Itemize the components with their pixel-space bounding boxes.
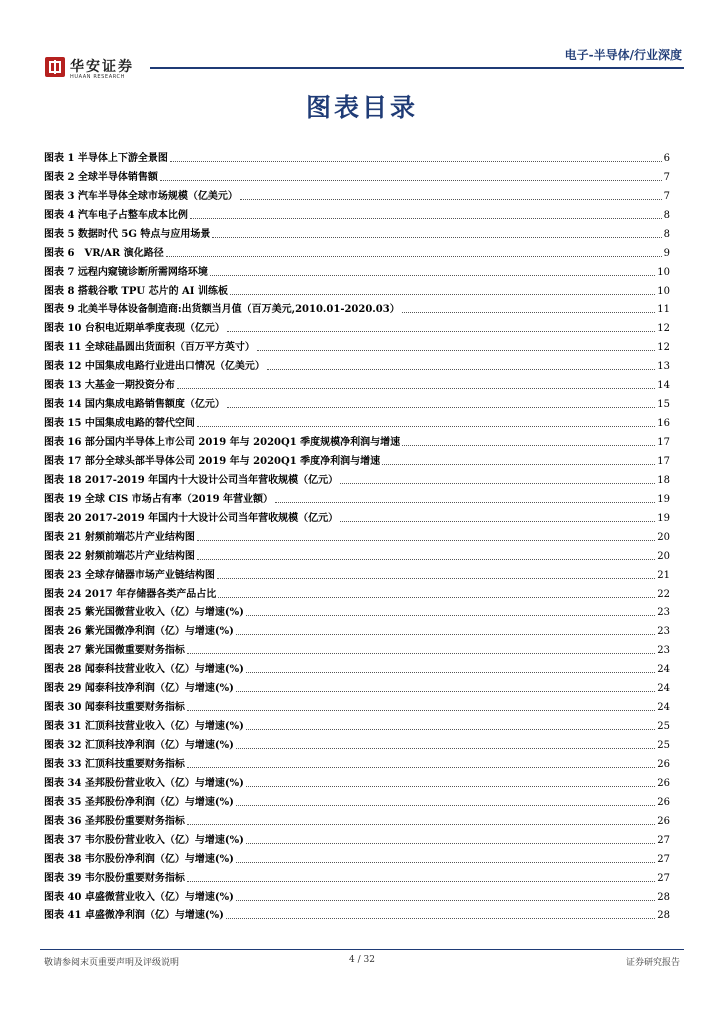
toc-entry-page: 15 xyxy=(657,399,670,411)
toc-entry-label: 图表 5 数据时代 5G 特点与应用场景 xyxy=(44,228,211,240)
toc-leader-dots xyxy=(236,862,655,863)
toc-entry-page: 7 xyxy=(663,171,670,183)
toc-leader-dots xyxy=(197,426,655,427)
toc-entry-label: 图表 14 国内集成电路销售额度（亿元） xyxy=(44,399,225,411)
toc-leader-dots xyxy=(187,881,655,882)
toc-leader-dots xyxy=(382,464,655,465)
toc-leader-dots xyxy=(218,597,655,598)
toc-entry-page: 23 xyxy=(657,645,670,657)
toc-entry-page: 24 xyxy=(657,683,670,695)
toc-entry-label: 图表 26 紫光国微净利润（亿）与增速(%) xyxy=(44,626,234,638)
toc-entry-label: 图表 27 紫光国微重要财务指标 xyxy=(44,645,185,657)
toc-entry[interactable] xyxy=(44,866,670,885)
toc-leader-dots xyxy=(187,653,655,654)
toc-entry-page: 27 xyxy=(657,834,670,846)
toc-entry-label: 图表 23 全球存储器市场产业链结构图 xyxy=(44,569,215,581)
toc-entry-label: 图表 36 圣邦股份重要财务指标 xyxy=(44,815,185,827)
toc-entry-page: 8 xyxy=(663,228,670,240)
toc-leader-dots xyxy=(236,691,655,692)
toc-entry-label: 图表 7 远程内窥镜诊断所需网络环境 xyxy=(44,266,208,278)
toc-entry[interactable] xyxy=(44,468,670,487)
figure-toc xyxy=(44,146,670,922)
toc-entry-label: 图表 40 卓盛微营业收入（亿）与增速(%) xyxy=(44,891,234,903)
toc-leader-dots xyxy=(230,294,655,295)
toc-entry-label: 图表 28 闻泰科技营业收入（亿）与增速(%) xyxy=(44,664,244,676)
toc-leader-dots xyxy=(217,578,655,579)
toc-entry-page: 10 xyxy=(657,285,670,297)
logo-icon xyxy=(45,57,65,77)
toc-leader-dots xyxy=(246,672,655,673)
toc-entry-label: 图表 18 2017-2019 年国内十大设计公司当年营收规模（亿元） xyxy=(44,474,339,486)
toc-entry[interactable] xyxy=(44,430,670,449)
toc-entry[interactable] xyxy=(44,411,670,430)
toc-leader-dots xyxy=(246,786,655,787)
toc-entry-label: 图表 33 汇顶科技重要财务指标 xyxy=(44,758,185,770)
toc-entry-page: 8 xyxy=(663,209,670,221)
toc-entry-label: 图表 10 台积电近期单季度表现（亿元） xyxy=(44,323,225,335)
toc-entry[interactable] xyxy=(44,279,670,298)
toc-entry-page: 17 xyxy=(657,437,670,448)
toc-entry-label: 图表 16 部分国内半导体上市公司 2019 年与 2020Q1 季度规模净利润与增速 xyxy=(44,437,401,448)
footer-divider xyxy=(40,949,684,950)
toc-entry[interactable] xyxy=(44,676,670,695)
toc-entry-page: 6 xyxy=(663,152,670,164)
toc-leader-dots xyxy=(267,369,655,370)
toc-entry-label: 图表 39 韦尔股份重要财务指标 xyxy=(44,872,185,884)
page-title: 图表目录 xyxy=(305,93,418,122)
toc-leader-dots xyxy=(187,767,655,768)
toc-entry-page: 26 xyxy=(657,777,670,789)
toc-entry[interactable] xyxy=(44,222,670,241)
toc-entry-page: 18 xyxy=(657,474,670,486)
toc-leader-dots xyxy=(212,237,661,238)
toc-entry-page: 19 xyxy=(657,493,670,505)
toc-entry-page: 22 xyxy=(657,588,670,600)
toc-entry[interactable] xyxy=(44,714,670,733)
toc-entry-page: 24 xyxy=(657,664,670,676)
toc-entry-label: 图表 17 部分全球头部半导体公司 2019 年与 2020Q1 季度净利润与增速 xyxy=(44,455,381,467)
toc-entry-page: 27 xyxy=(657,853,670,865)
toc-entry[interactable] xyxy=(44,544,670,563)
toc-entry[interactable] xyxy=(44,487,670,506)
toc-entry-label: 图表 4 汽车电子占整车成本比例 xyxy=(44,209,188,221)
toc-entry[interactable] xyxy=(44,582,670,601)
footer-disclaimer: 敬请参阅末页重要声明及评级说明 xyxy=(44,958,180,968)
toc-leader-dots xyxy=(246,729,655,730)
toc-entry[interactable] xyxy=(44,525,670,544)
toc-entry[interactable] xyxy=(44,771,670,790)
toc-entry-label: 图表 8 搭载谷歌 TPU 芯片的 AI 训练板 xyxy=(44,285,228,297)
toc-entry-page: 17 xyxy=(657,455,670,467)
toc-entry[interactable] xyxy=(44,885,670,904)
toc-leader-dots xyxy=(402,312,656,313)
toc-leader-dots xyxy=(187,710,655,711)
toc-entry[interactable] xyxy=(44,146,670,165)
page-header xyxy=(40,40,684,84)
toc-entry-label: 图表 34 圣邦股份营业收入（亿）与增速(%) xyxy=(44,777,244,789)
toc-entry-page: 26 xyxy=(657,758,670,770)
toc-entry-label: 图表 24 2017 年存储器各类产品占比 xyxy=(44,588,217,600)
toc-leader-dots xyxy=(166,256,662,257)
toc-entry[interactable] xyxy=(44,506,670,525)
logo-subtext: HUAAN RESEARCH xyxy=(70,74,125,80)
toc-leader-dots xyxy=(197,540,655,541)
toc-entry-page: 27 xyxy=(657,872,670,884)
toc-entry-page: 10 xyxy=(657,266,670,278)
toc-entry[interactable] xyxy=(44,354,670,373)
toc-leader-dots xyxy=(246,843,655,844)
toc-entry-page: 13 xyxy=(657,361,670,373)
toc-entry-label: 图表 30 闻泰科技重要财务指标 xyxy=(44,702,185,714)
toc-entry-label: 图表 13 大基金一期投资分布 xyxy=(44,380,175,392)
logo-text: 华安证券 xyxy=(70,59,134,75)
toc-entry-page: 14 xyxy=(657,380,670,392)
toc-entry[interactable] xyxy=(44,847,670,866)
header-divider xyxy=(150,67,684,69)
toc-entry-page: 23 xyxy=(657,626,670,638)
toc-leader-dots xyxy=(210,275,655,276)
toc-leader-dots xyxy=(246,615,655,616)
toc-leader-dots xyxy=(340,521,655,522)
toc-entry-label: 图表 9 北美半导体设备制造商:出货额当月值（百万美元,2010.01-2020.03） xyxy=(44,304,400,316)
toc-leader-dots xyxy=(160,180,662,181)
toc-entry-page: 25 xyxy=(657,740,670,751)
toc-entry-page: 28 xyxy=(657,891,670,903)
toc-entry[interactable] xyxy=(44,260,670,279)
toc-entry-page: 7 xyxy=(663,190,670,202)
toc-leader-dots xyxy=(227,407,655,408)
page-number: 4 / 32 xyxy=(349,955,375,965)
toc-entry-label: 图表 2 全球半导体销售额 xyxy=(44,171,158,183)
toc-entry[interactable] xyxy=(44,657,670,676)
toc-entry-page: 26 xyxy=(657,796,670,808)
toc-leader-dots xyxy=(236,900,655,901)
toc-leader-dots xyxy=(226,918,655,919)
toc-entry[interactable] xyxy=(44,828,670,847)
toc-entry-label: 图表 35 圣邦股份净利润（亿）与增速(%) xyxy=(44,796,234,808)
toc-leader-dots xyxy=(170,161,662,162)
toc-entry-label: 图表 6 VR/AR 演化路径 xyxy=(44,247,164,259)
toc-leader-dots xyxy=(340,483,655,484)
toc-entry-label: 图表 19 全球 CIS 市场占有率（2019 年营业额） xyxy=(44,493,274,505)
toc-entry-page: 20 xyxy=(657,550,670,562)
toc-entry[interactable] xyxy=(44,752,670,771)
toc-entry-label: 图表 37 韦尔股份营业收入（亿）与增速(%) xyxy=(44,834,244,846)
toc-leader-dots xyxy=(240,199,662,200)
toc-entry-label: 图表 12 中国集成电路行业进出口情况（亿美元） xyxy=(44,361,265,373)
toc-entry[interactable] xyxy=(44,638,670,657)
toc-entry-page: 24 xyxy=(657,702,670,714)
toc-entry[interactable] xyxy=(44,241,670,260)
toc-leader-dots xyxy=(236,748,655,749)
toc-leader-dots xyxy=(227,331,655,332)
toc-entry-page: 12 xyxy=(657,342,670,354)
toc-entry[interactable] xyxy=(44,165,670,184)
toc-entry[interactable] xyxy=(44,335,670,354)
toc-entry-label: 图表 11 全球硅晶圆出货面积（百万平方英寸） xyxy=(44,342,255,354)
toc-entry-label: 图表 32 汇顶科技净利润（亿）与增速(%) xyxy=(44,740,234,751)
toc-leader-dots xyxy=(402,445,655,446)
toc-leader-dots xyxy=(190,218,662,219)
toc-entry-label: 图表 1 半导体上下游全景图 xyxy=(44,152,168,164)
toc-entry-label: 图表 31 汇顶科技营业收入（亿）与增速(%) xyxy=(44,721,244,733)
toc-leader-dots xyxy=(236,805,655,806)
toc-entry[interactable] xyxy=(44,316,670,335)
toc-entry-label: 图表 20 2017-2019 年国内十大设计公司当年营收规模（亿元） xyxy=(44,512,339,524)
toc-entry[interactable] xyxy=(44,904,670,923)
toc-entry-label: 图表 21 射频前端芯片产业结构图 xyxy=(44,531,195,543)
toc-entry[interactable] xyxy=(44,790,670,809)
toc-entry-label: 图表 25 紫光国微营业收入（亿）与增速(%) xyxy=(44,607,244,619)
toc-entry-label: 图表 41 卓盛微净利润（亿）与增速(%) xyxy=(44,910,224,922)
toc-entry-label: 图表 15 中国集成电路的替代空间 xyxy=(44,418,195,430)
toc-leader-dots xyxy=(197,559,655,560)
toc-entry-page: 11 xyxy=(657,304,670,316)
toc-entry-page: 26 xyxy=(657,815,670,827)
toc-entry[interactable] xyxy=(44,619,670,638)
toc-entry[interactable] xyxy=(44,809,670,828)
toc-entry[interactable] xyxy=(44,392,670,411)
toc-leader-dots xyxy=(177,388,655,389)
toc-entry[interactable] xyxy=(44,184,670,203)
footer-doc-type: 证券研究报告 xyxy=(625,958,680,968)
toc-entry-page: 9 xyxy=(663,247,670,259)
toc-entry-page: 16 xyxy=(657,418,670,430)
toc-leader-dots xyxy=(257,350,655,351)
toc-entry-label: 图表 22 射频前端芯片产业结构图 xyxy=(44,550,195,562)
toc-entry[interactable] xyxy=(44,449,670,468)
toc-entry-label: 图表 3 汽车半导体全球市场规模（亿美元） xyxy=(44,190,238,202)
toc-leader-dots xyxy=(236,634,655,635)
toc-entry-label: 图表 38 韦尔股份净利润（亿）与增速(%) xyxy=(44,853,234,865)
toc-entry[interactable] xyxy=(44,373,670,392)
toc-entry-page: 28 xyxy=(657,910,670,922)
toc-entry-page: 12 xyxy=(657,323,670,335)
toc-leader-dots xyxy=(275,502,655,503)
header-category: 电子-半导体/行业深度 xyxy=(564,48,682,62)
toc-entry-page: 23 xyxy=(657,607,670,619)
toc-entry[interactable] xyxy=(44,563,670,582)
toc-entry-page: 19 xyxy=(657,512,670,524)
toc-leader-dots xyxy=(187,824,655,825)
toc-entry-label: 图表 29 闻泰科技净利润（亿）与增速(%) xyxy=(44,683,234,695)
toc-entry-page: 21 xyxy=(657,569,670,581)
toc-entry-page: 25 xyxy=(657,721,670,733)
toc-entry[interactable] xyxy=(44,203,670,222)
toc-entry[interactable] xyxy=(44,298,670,317)
toc-entry[interactable] xyxy=(44,733,670,752)
toc-entry[interactable] xyxy=(44,695,670,714)
toc-entry[interactable] xyxy=(44,601,670,620)
toc-entry-page: 20 xyxy=(657,531,670,543)
